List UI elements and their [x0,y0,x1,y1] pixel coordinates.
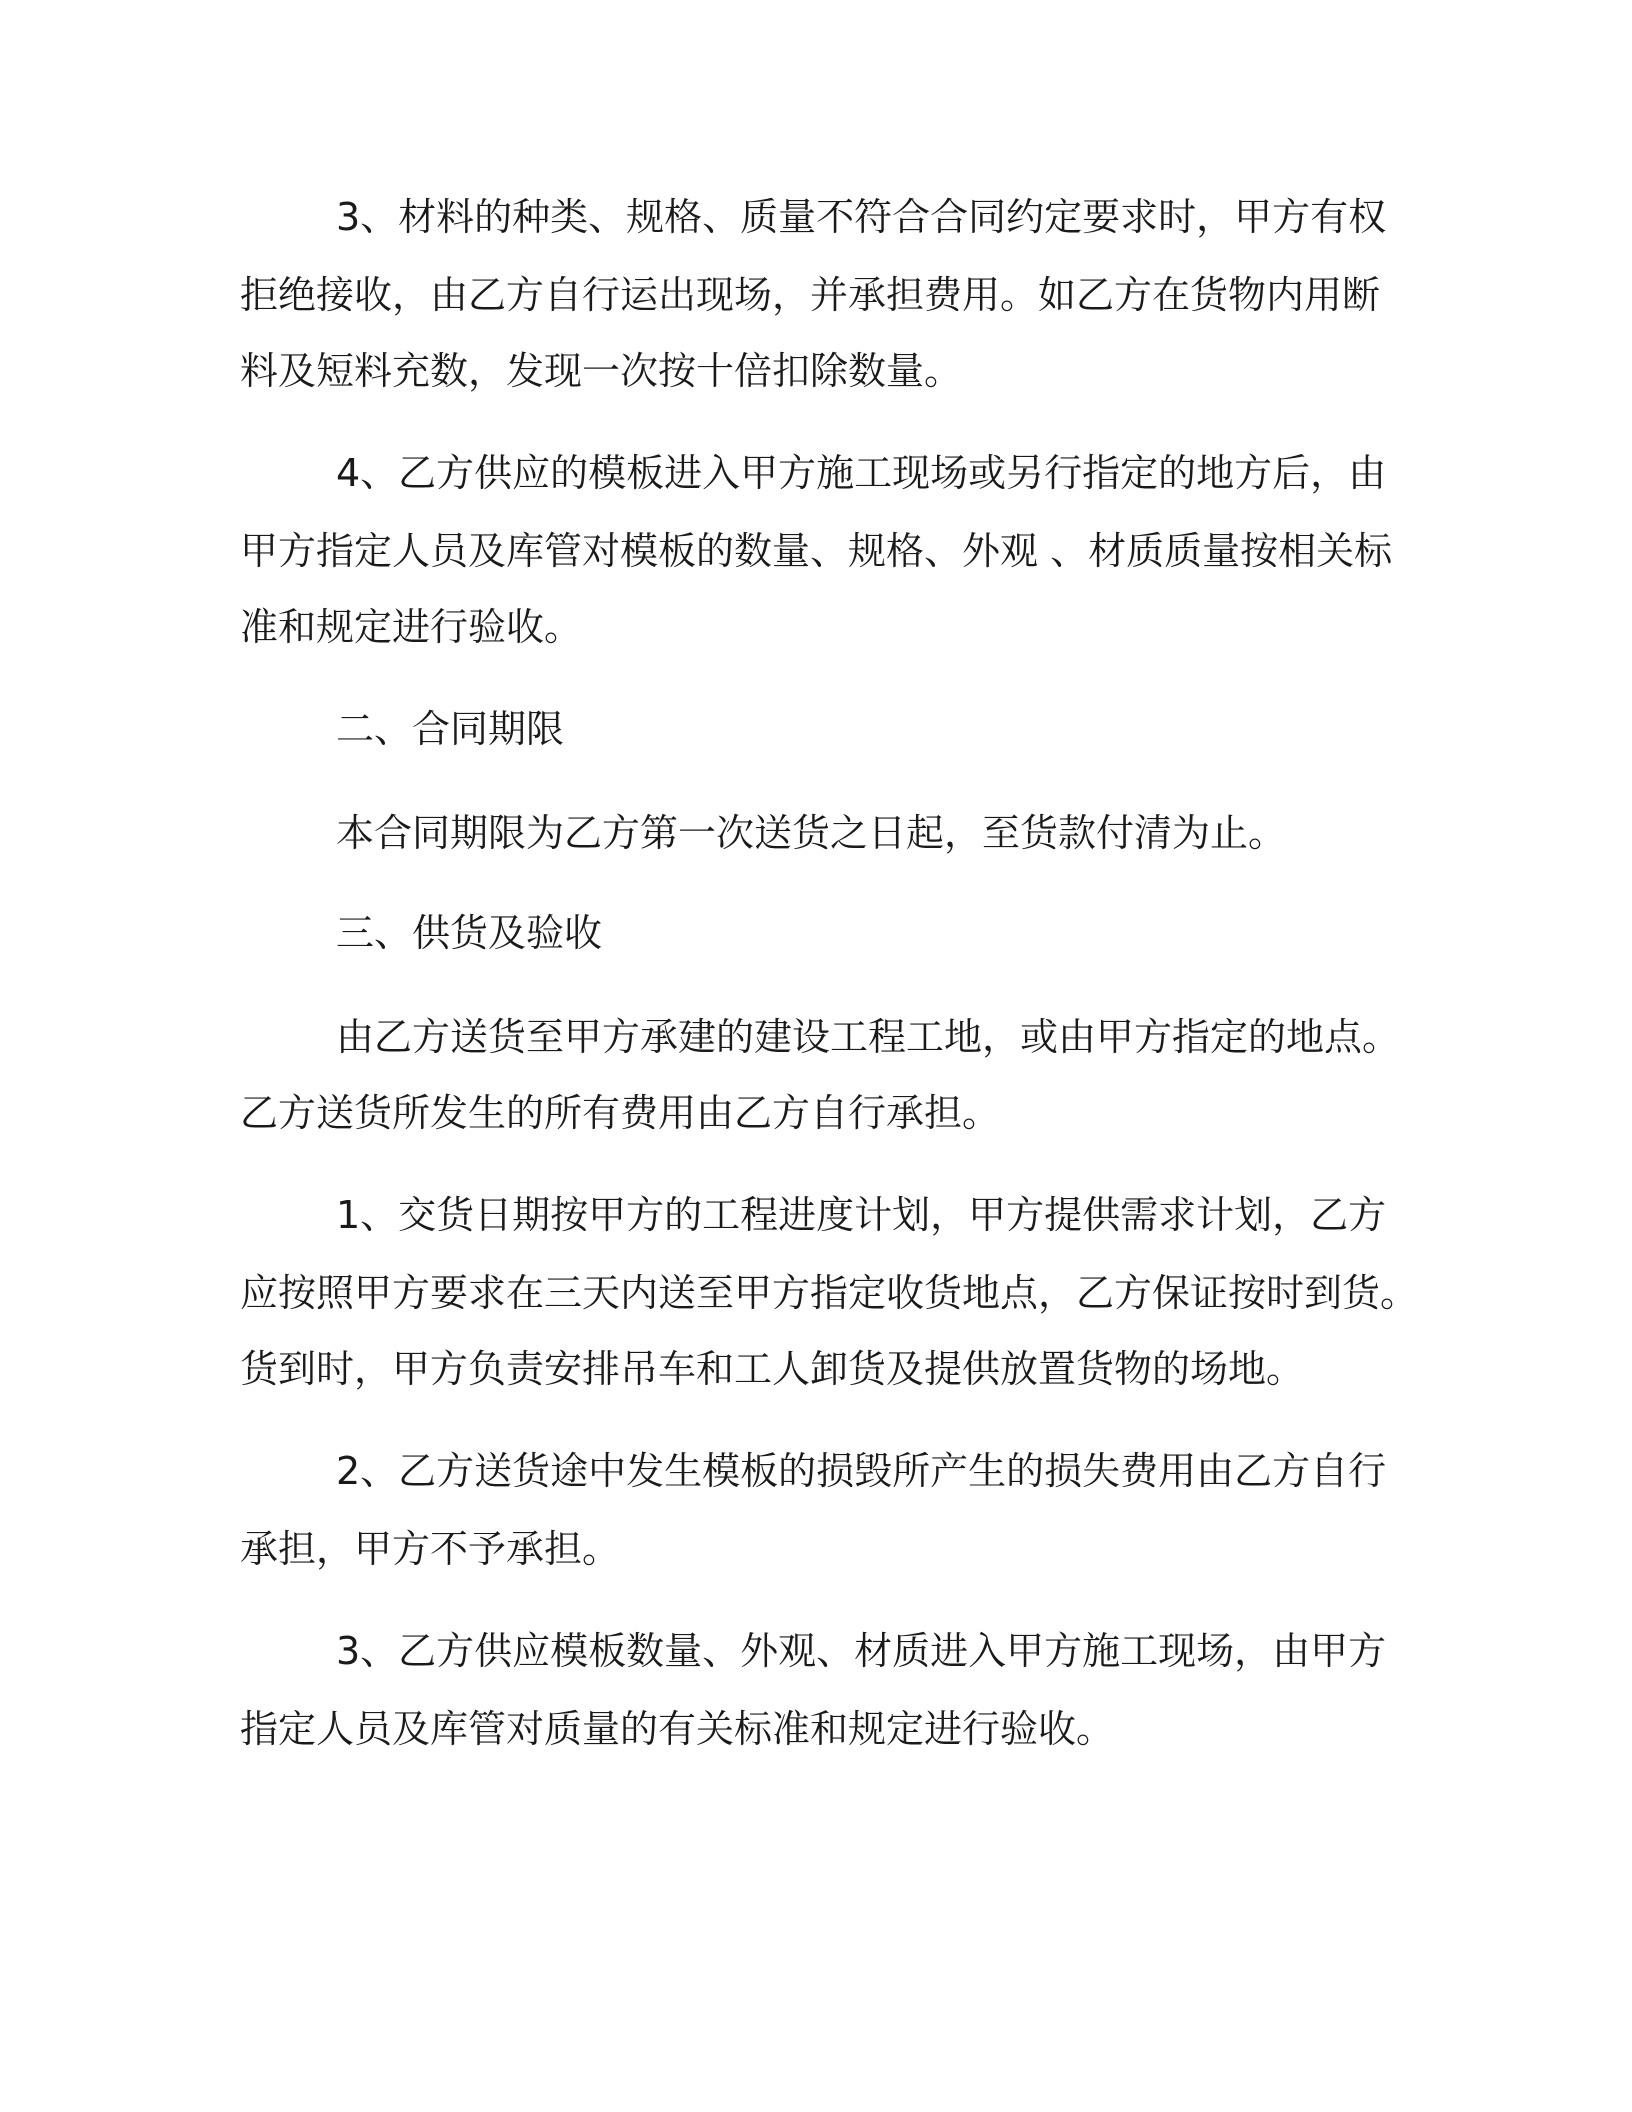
paragraph-line: 货到时，甲方负责安排吊车和工人卸货及提供放置货物的场地。 [240,1347,1305,1391]
paragraph-line: 乙方送货所发生的所有费用由乙方自行承担。 [240,1091,1001,1135]
paragraph-line: 准和规定进行验收。 [240,605,583,649]
paragraph-line: 甲方指定人员及库管对模板的数量、规格、外观 、材质质量按相关标 [240,529,1393,573]
section-heading: 二、合同期限 [336,707,565,751]
paragraph-line: 本合同期限为乙方第一次送货之日起，至货款付清为止。 [336,811,1287,855]
paragraph-line: 3、乙方供应模板数量、外观、材质进入甲方施工现场，由甲方 [336,1629,1387,1673]
paragraph-line: 料及短料充数，发现一次按十倍扣除数量。 [240,349,963,393]
paragraph-line: 3、材料的种类、规格、质量不符合合同约定要求时，甲方有权 [336,195,1387,239]
paragraph-line: 指定人员及库管对质量的有关标准和规定进行验收。 [240,1707,1115,1751]
paragraph-line: 拒绝接收，由乙方自行运出现场，并承担费用。如乙方在货物内用断 [240,273,1381,317]
paragraph-line: 1、交货日期按甲方的工程进度计划，甲方提供需求计划，乙方 [336,1193,1387,1237]
paragraph-line: 由乙方送货至甲方承建的建设工程工地，或由甲方指定的地点。 [336,1015,1401,1059]
paragraph-line: 应按照甲方要求在三天内送至甲方指定收货地点，乙方保证按时到货。 [240,1271,1419,1315]
paragraph-line: 承担，甲方不予承担。 [240,1527,621,1571]
section-heading: 三、供货及验收 [336,911,603,955]
paragraph-line: 4、乙方供应的模板进入甲方施工现场或另行指定的地方后，由 [336,451,1387,495]
paragraph-line: 2、乙方送货途中发生模板的损毁所产生的损失费用由乙方自行 [336,1449,1387,1493]
